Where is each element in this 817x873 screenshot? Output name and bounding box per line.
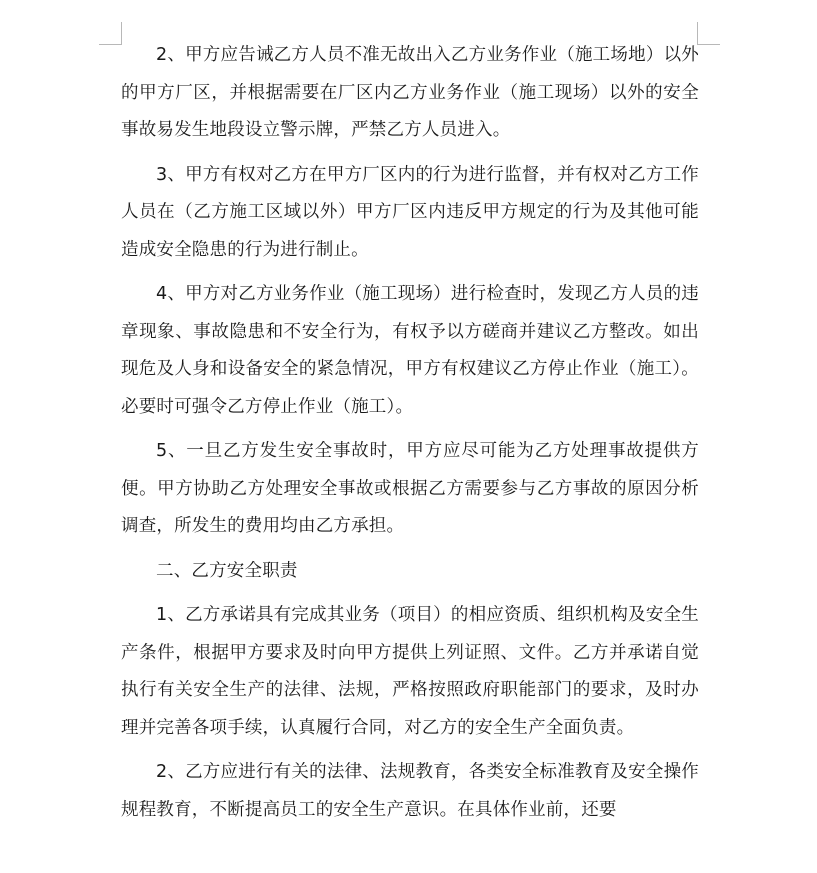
paragraph-party-b-item-1: 1、乙方承诺具有完成其业务（项目）的相应资质、组织机构及安全生产条件，根据甲方要求及时向甲方提供上列证照、文件。乙方并承诺自觉执行有关安全生产的法律、法规，严格按照政府职能部门的要求，及时办理并完善各项手续，认真履行合同，对乙方的安全生产全面负责。 [121, 605, 699, 738]
margin-corner-mark-top-right [697, 22, 720, 45]
paragraph-party-a-item-5: 5、一旦乙方发生安全事故时，甲方应尽可能为乙方处理事故提供方便。甲方协助乙方处理安全事故或根据乙方需要参与乙方事故的原因分析调查，所发生的费用均由乙方承担。 [121, 441, 699, 536]
section-heading-party-b-duties: 二、乙方安全职责 [156, 560, 298, 581]
paragraph-party-a-item-4: 4、甲方对乙方业务作业（施工现场）进行检查时，发现乙方人员的违章现象、事故隐患和不安全行为，有权予以方磋商并建议乙方整改。如出现危及人身和设备安全的紧急情况，甲方有权建议乙方停止作业（施工）。必要时可强令乙方停止作业（施工）。 [121, 284, 699, 417]
paragraph-party-b-item-2: 2、乙方应进行有关的法律、法规教育，各类安全标准教育及安全操作规程教育，不断提高员工的安全生产意识。在具体作业前，还要 [121, 762, 699, 820]
document-body[interactable] [121, 37, 699, 836]
margin-corner-mark-top-left [99, 22, 122, 45]
paragraph-party-a-item-3: 3、甲方有权对乙方在甲方厂区内的行为进行监督，并有权对乙方工作人员在（乙方施工区域以外）甲方厂区内违反甲方规定的行为及其他可能造成安全隐患的行为进行制止。 [121, 164, 699, 260]
paragraph-party-a-item-2: 2、甲方应告诫乙方人员不准无故出入乙方业务作业（施工场地）以外的甲方厂区，并根据需要在厂区内乙方业务作业（施工现场）以外的安全事故易发生地段设立警示牌，严禁乙方人员进入。 [121, 45, 699, 140]
